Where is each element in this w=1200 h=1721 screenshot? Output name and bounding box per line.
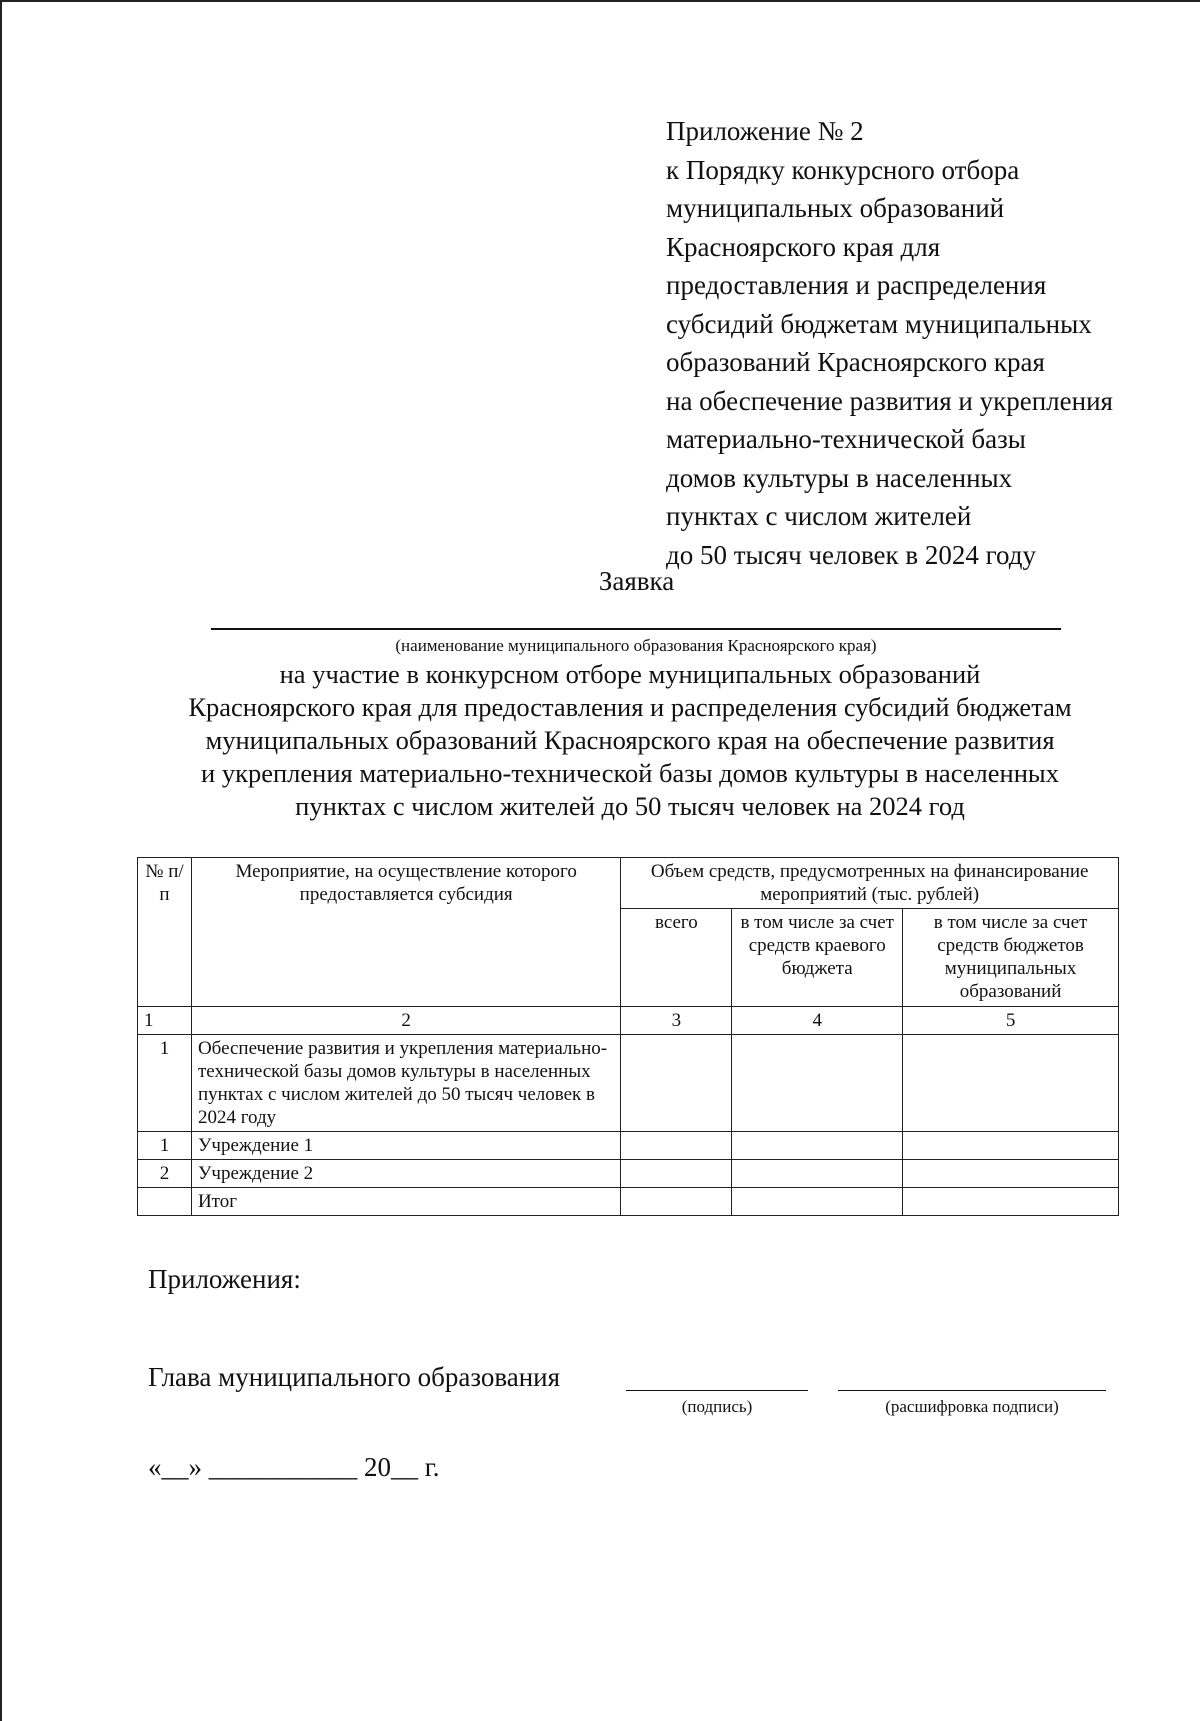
column-number-row: [138, 1007, 1119, 1035]
scan-border-top: [0, 0, 1200, 2]
column-number: 2: [191, 1007, 620, 1035]
signature-line: [626, 1390, 808, 1391]
date-line: «__» ___________ 20__ г.: [148, 1452, 440, 1482]
attachments-label: Приложения:: [148, 1264, 301, 1294]
row-name: Учреждение 2: [191, 1160, 620, 1188]
row-name: Учреждение 1: [191, 1132, 620, 1160]
table-row: [138, 1160, 1119, 1188]
row-municipal: [903, 1132, 1119, 1160]
row-total: [621, 1188, 732, 1216]
subject-line: пунктах с числом жителей до 50 тысяч человек на 2024 год: [295, 791, 965, 821]
annex-line: муниципальных образований: [666, 193, 1005, 223]
signature-decode-line: [838, 1390, 1106, 1391]
column-number: 5: [903, 1007, 1119, 1035]
document-title: Заявка: [598, 566, 675, 596]
annex-line: материально-технической базы: [666, 424, 1026, 454]
row-municipal: [903, 1188, 1119, 1216]
table-row: [138, 1132, 1119, 1160]
subject-line: и укрепления материально-технической базы домов культуры в населенных: [201, 758, 1059, 788]
funding-table: [137, 857, 1119, 1216]
subject-line: муниципальных образований Красноярского края на обеспечение развития: [205, 725, 1055, 755]
header-num: № п/п: [138, 858, 192, 1007]
municipality-name-caption: (наименование муниципального образования Красноярского края): [395, 636, 877, 655]
row-num: 1: [138, 1132, 192, 1160]
header-municipal: в том числе за счет средств бюджетов муниципальных образований: [903, 909, 1119, 1007]
row-regional: [732, 1035, 903, 1132]
row-name: Обеспечение развития и укрепления материально-технической базы домов культуры в населенных пунктах с числом жителей до 50 тысяч человек в 2024 году: [191, 1035, 620, 1132]
annex-line: к Порядку конкурсного отбора: [666, 154, 1020, 185]
row-municipal: [903, 1035, 1119, 1132]
annex-line: домов культуры в населенных: [666, 462, 1013, 493]
annex-line: образований Красноярского края: [666, 347, 1045, 377]
header-measure: Мероприятие, на осуществление которого предоставляется субсидия: [191, 858, 620, 1007]
row-name: Итог: [191, 1188, 620, 1216]
row-total: [621, 1132, 732, 1160]
subject-line: на участие в конкурсном отборе муниципальных образований: [279, 659, 981, 689]
header-regional: в том числе за счет средств краевого бюджета: [732, 909, 903, 1007]
row-num: 2: [138, 1160, 192, 1188]
table-header-row: [138, 858, 1119, 909]
row-total: [621, 1035, 732, 1132]
table-row: [138, 1035, 1119, 1132]
annex-line: на обеспечение развития и укрепления: [666, 385, 1113, 416]
table-total-row: [138, 1188, 1119, 1216]
header-volume: Объем средств, предусмотренных на финансирование мероприятий (тыс. рублей): [621, 858, 1119, 909]
column-number: 1: [138, 1007, 192, 1035]
application-subject: [130, 658, 1130, 823]
signature-decode-caption: (расшифровка подписи): [885, 1397, 1059, 1416]
annex-line: предоставления и распределения: [666, 270, 1047, 300]
row-regional: [732, 1160, 903, 1188]
annex-line: пунктах с числом жителей: [666, 501, 972, 531]
row-regional: [732, 1188, 903, 1216]
annex-line: субсидий бюджетам муниципальных: [666, 308, 1092, 339]
column-number: 4: [732, 1007, 903, 1035]
annex-line: Приложение № 2: [666, 116, 864, 146]
header-total: всего: [621, 909, 732, 1007]
row-num: 1: [138, 1035, 192, 1132]
subject-line: Красноярского края для предоставления и распределения субсидий бюджетам: [188, 692, 1072, 722]
row-regional: [732, 1132, 903, 1160]
signature-caption: (подпись): [681, 1397, 753, 1416]
annex-line: Красноярского края для: [666, 231, 941, 262]
row-num: [138, 1188, 192, 1216]
row-total: [621, 1160, 732, 1188]
row-municipal: [903, 1160, 1119, 1188]
column-number: 3: [621, 1007, 732, 1035]
head-of-municipality-label: Глава муниципального образования: [148, 1362, 561, 1392]
annex-line: до 50 тысяч человек в 2024 году: [666, 539, 1036, 570]
scan-border-left: [0, 0, 2, 1721]
annex-reference: [666, 112, 1166, 574]
municipality-name-line: [211, 628, 1061, 630]
